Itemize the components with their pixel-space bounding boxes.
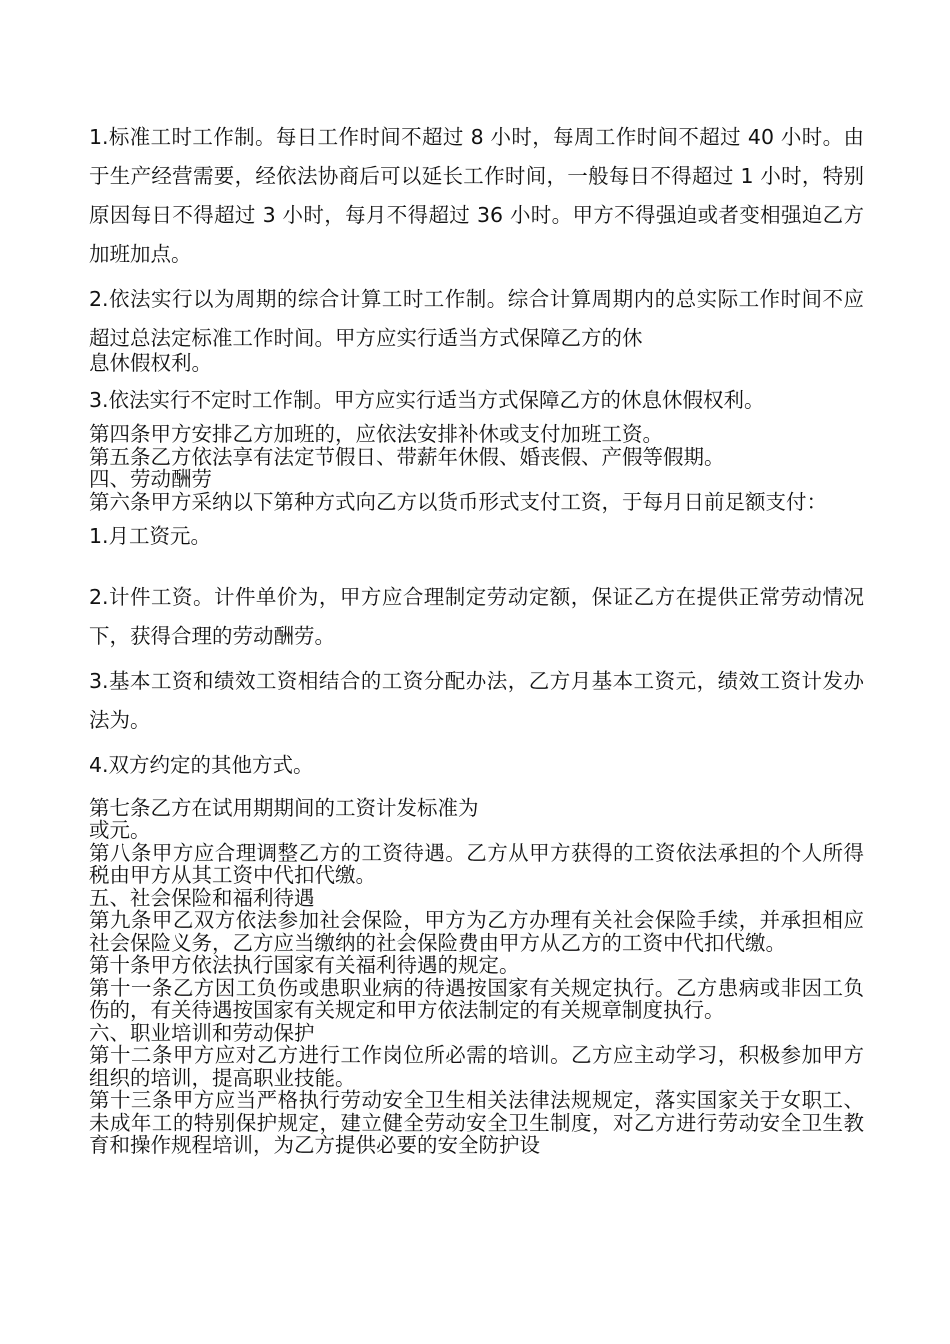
article-12: 第十二条甲方应对乙方进行工作岗位所必需的培训。乙方应主动学习，积极参加甲方组织的培训，提高职业技能。 <box>89 1043 864 1090</box>
wage-option-4: 4.双方约定的其他方式。 <box>89 752 314 777</box>
paragraph-comprehensive-hours-end: 息休假权利。 <box>89 351 212 375</box>
paragraph-flexible-hours: 3.依法实行不定时工作制。甲方应实行适当方式保障乙方的休息休假权利。 <box>89 387 765 412</box>
article-10: 第十条甲方依法执行国家有关福利待遇的规定。 <box>89 953 520 977</box>
article-9: 第九条甲乙双方依法参加社会保险，甲方为乙方办理有关社会保险手续，并承担相应社会保险义务，乙方应当缴纳的社会保险费由甲方从乙方的工资中代扣代缴。 <box>89 908 864 955</box>
article-5: 第五条乙方依法享有法定节假日、带薪年休假、婚丧假、产假等假期。 <box>89 444 725 469</box>
article-6: 第六条甲方采纳以下第种方式向乙方以货币形式支付工资，于每月日前足额支付： <box>89 489 827 514</box>
wage-option-1: 1.月工资元。 <box>89 524 212 548</box>
article-4: 第四条甲方安排乙方加班的，应依法安排补休或支付加班工资。 <box>89 422 663 446</box>
article-13: 第十三条甲方应当严格执行劳动安全卫生相关法律法规规定，落实国家关于女职工、未成年工的特别保护规定，建立健全劳动安全卫生制度，对乙方进行劳动安全卫生教育和操作规程培训，为乙方提供必要的安全防护设 <box>89 1088 864 1157</box>
paragraph-standard-hours: 1.标准工时工作制。每日工作时间不超过 8 小时，每周工作时间不超过 40 小时。由于生产经营需要，经依法协商后可以延长工作时间，一般每日不得超过 1 小时，特别原因每日不得超过 3 小时，每月不得超过 36 小时。甲方不得强迫或者变相强迫乙方加班加点。 <box>89 125 864 266</box>
wage-option-3: 3.基本工资和绩效工资相结合的工资分配办法，乙方月基本工资元，绩效工资计发办法为。 <box>89 668 864 732</box>
section-heading-4: 四、劳动酬劳 <box>89 467 212 491</box>
document-page <box>89 118 864 1157</box>
article-11: 第十一条乙方因工负伤或患职业病的待遇按国家有关规定执行。乙方患病或非因工负伤的，有关待遇按国家有关规定和甲方依法制定的有关规章制度执行。 <box>89 975 864 1022</box>
article-8: 第八条甲方应合理调整乙方的工资待遇。乙方从甲方获得的工资依法承担的个人所得税由甲方从其工资中代扣代缴。 <box>89 840 864 887</box>
section-heading-6: 六、职业培训和劳动保护 <box>89 1020 315 1045</box>
paragraph-comprehensive-hours: 2.依法实行以为周期的综合计算工时工作制。综合计算周期内的总实际工作时间不应超过总法定标准工作时间。甲方应实行适当方式保障乙方的休 <box>89 287 864 350</box>
wage-option-2: 2.计件工资。计件单价为，甲方应合理制定劳动定额，保证乙方在提供正常劳动情况下，获得合理的劳动酬劳。 <box>89 584 864 648</box>
article-7-cont: 或元。 <box>89 818 151 842</box>
section-heading-5: 五、社会保险和福利待遇 <box>89 885 315 910</box>
article-7: 第七条乙方在试用期期间的工资计发标准为 <box>89 795 479 820</box>
